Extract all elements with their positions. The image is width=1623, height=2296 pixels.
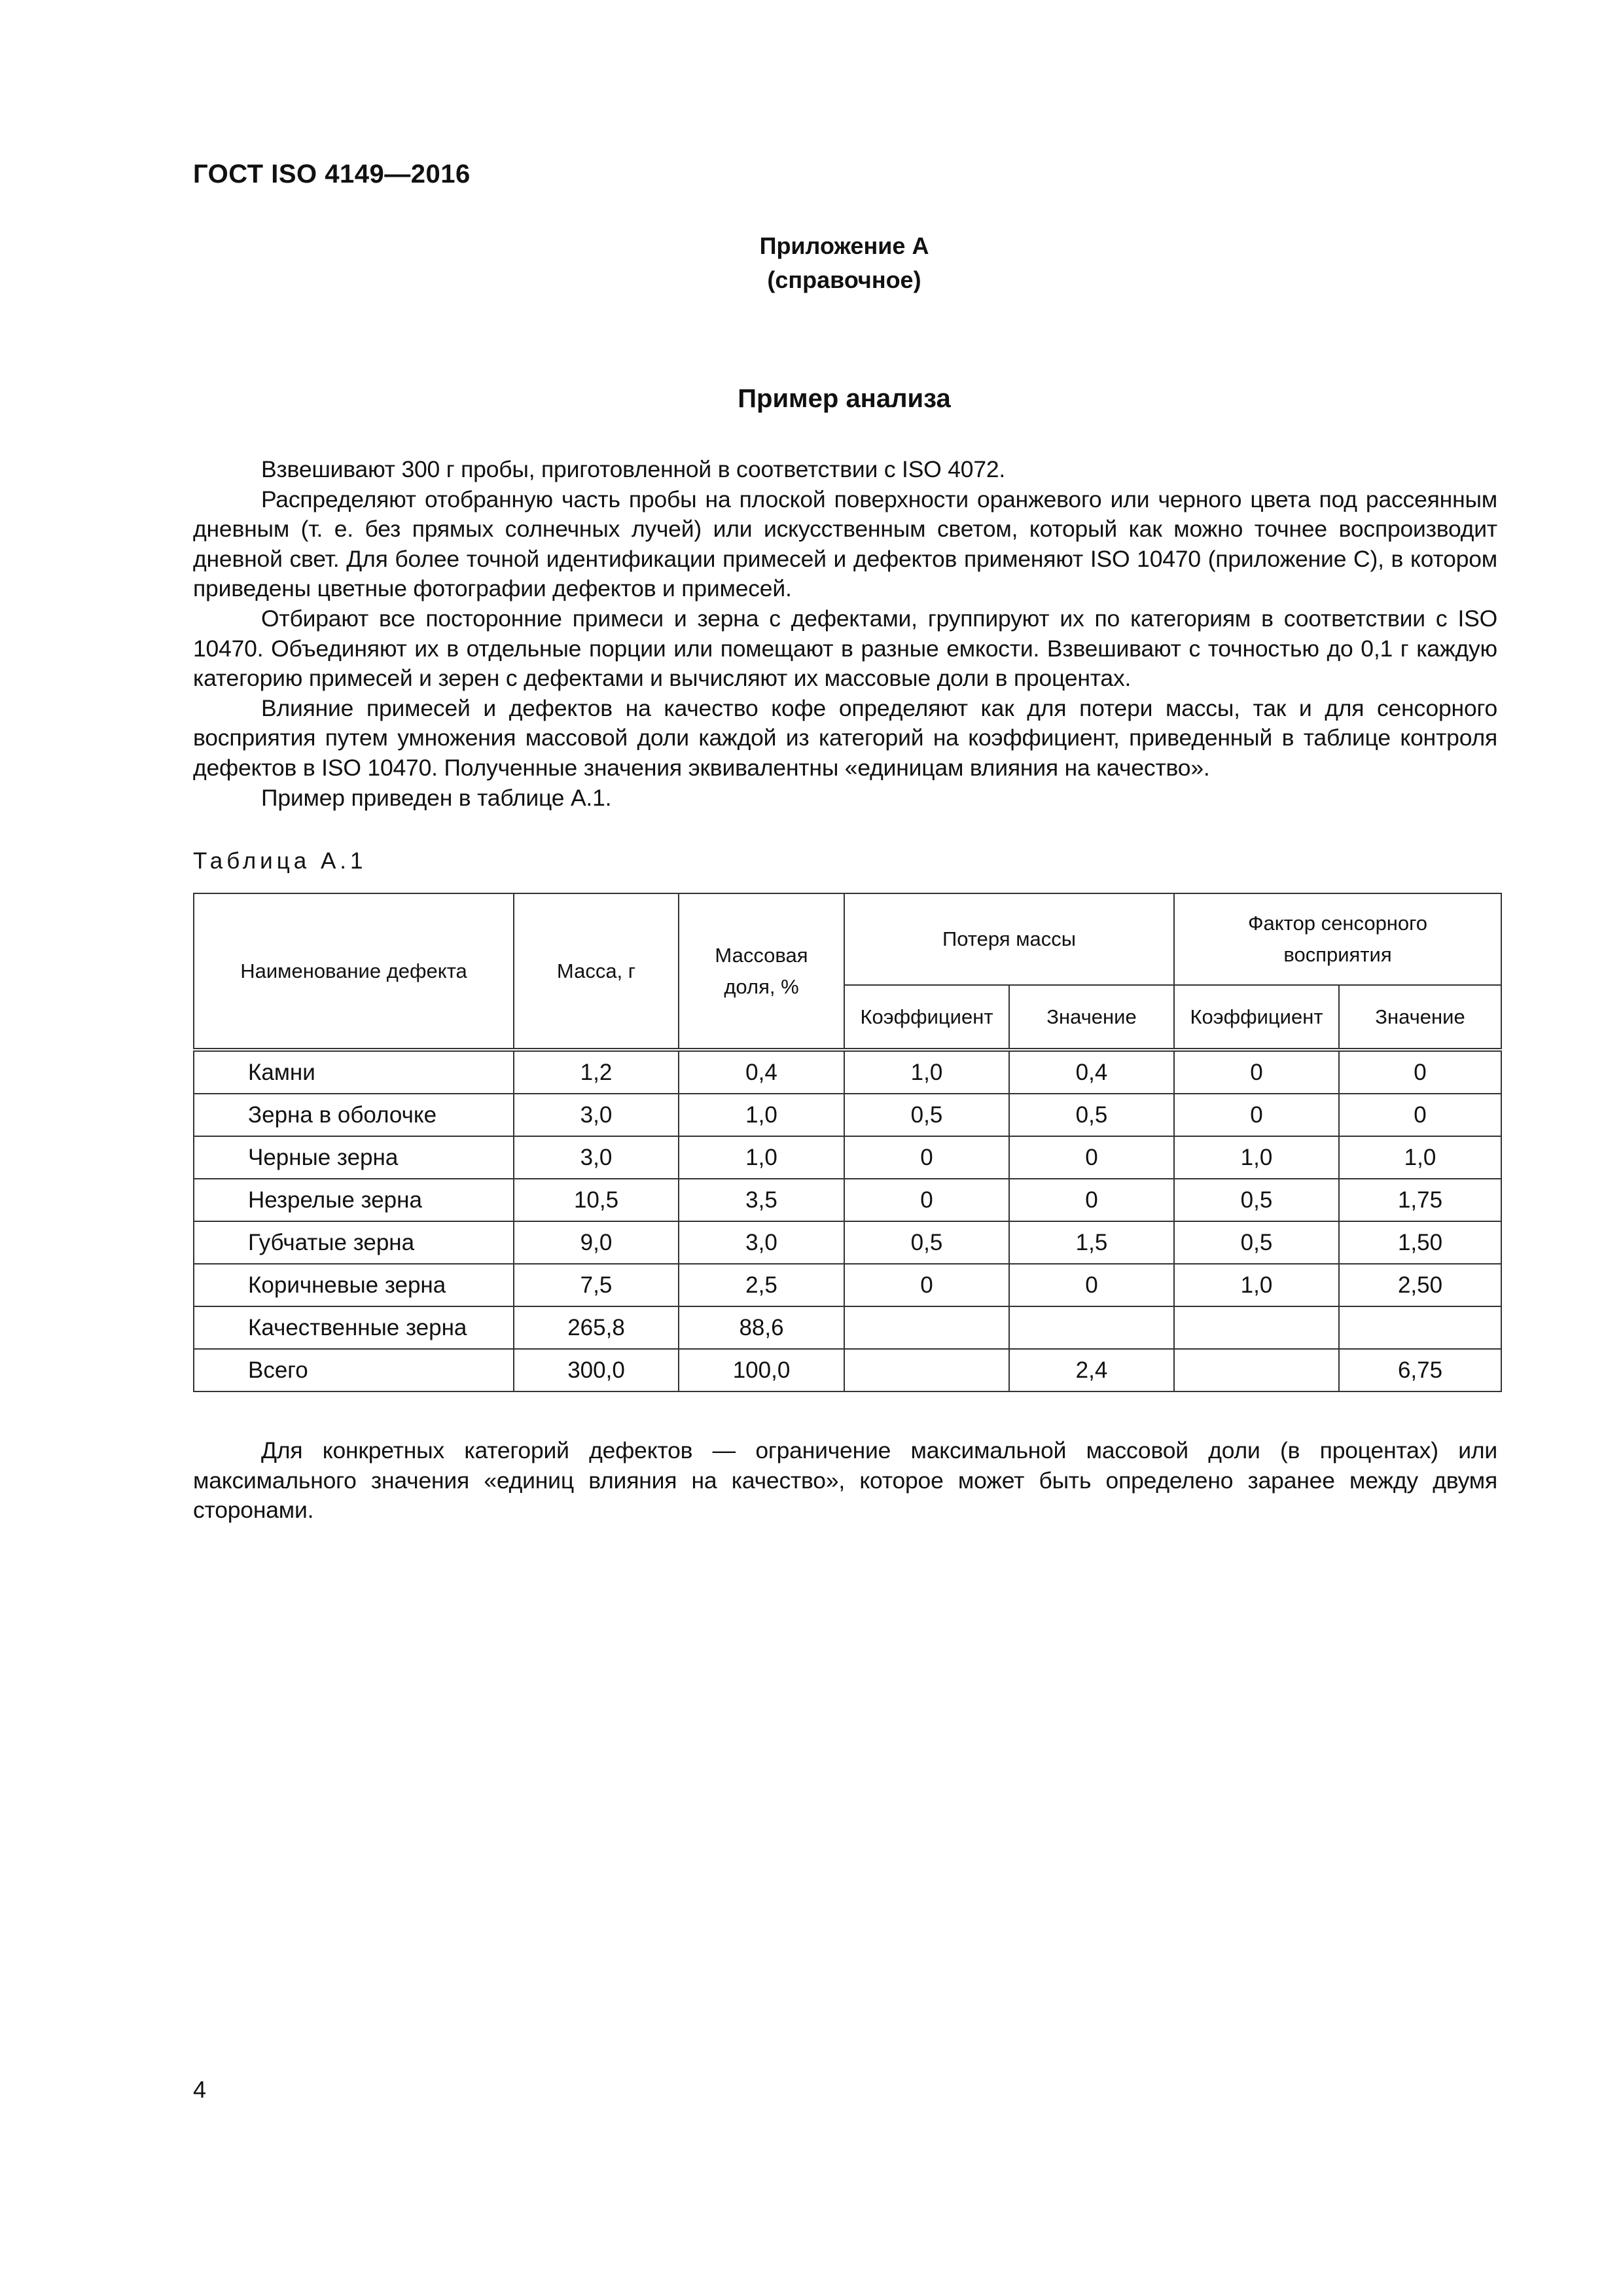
cell-sensory-coefficient: 1,0 bbox=[1174, 1264, 1339, 1306]
header-mass: Масса, г bbox=[514, 893, 679, 1050]
cell-mass-fraction: 100,0 bbox=[679, 1349, 844, 1391]
cell-sensory-value: 1,0 bbox=[1339, 1136, 1501, 1179]
cell-mass-fraction: 88,6 bbox=[679, 1306, 844, 1349]
table-row bbox=[194, 1264, 1501, 1306]
closing-text bbox=[193, 1436, 1497, 1526]
cell-mass-loss-coefficient: 0,5 bbox=[844, 1221, 1009, 1264]
cell-sensory-value: 0 bbox=[1339, 1094, 1501, 1136]
paragraph: Взвешивают 300 г пробы, приготовленной в соответствии с ISO 4072. bbox=[261, 456, 1006, 482]
table-row bbox=[194, 1179, 1501, 1221]
header-mass-fraction: Массовая доля, % bbox=[679, 893, 844, 1050]
cell-sensory-coefficient bbox=[1174, 1349, 1339, 1391]
annex-heading bbox=[0, 229, 1623, 297]
cell-mass-loss-value: 0 bbox=[1009, 1264, 1174, 1306]
cell-defect-name: Губчатые зерна bbox=[194, 1221, 514, 1264]
section-title: Пример анализа bbox=[738, 384, 951, 413]
cell-mass: 7,5 bbox=[514, 1264, 679, 1306]
cell-mass-fraction: 1,0 bbox=[679, 1094, 844, 1136]
annex-subtitle: (справочное) bbox=[767, 266, 921, 293]
cell-defect-name: Коричневые зерна bbox=[194, 1264, 514, 1306]
paragraph: Для конкретных категорий дефектов — ограничение максимальной массовой доли (в процентах) или максимального значения «единиц влияния на качество», которое может быть определено заранее между двумя сторонами. bbox=[193, 1437, 1497, 1524]
cell-mass-loss-coefficient bbox=[844, 1306, 1009, 1349]
cell-sensory-value: 1,75 bbox=[1339, 1179, 1501, 1221]
annex-title: Приложение А bbox=[759, 232, 929, 259]
cell-mass-loss-value: 1,5 bbox=[1009, 1221, 1174, 1264]
cell-mass-loss-value: 0,5 bbox=[1009, 1094, 1174, 1136]
cell-sensory-value: 6,75 bbox=[1339, 1349, 1501, 1391]
document-header: ГОСТ ISO 4149—2016 bbox=[193, 160, 471, 188]
paragraph: Влияние примесей и дефектов на качество кофе определяют как для потери массы, так и для сенсорного восприятия путем умножения массовой доли каждой из категорий на коэффициент, приведенный в таблице контроля дефектов в ISO 10470. Полученные значения эквивалентны «единицам влияния на качество». bbox=[193, 694, 1497, 781]
table-row bbox=[194, 1306, 1501, 1349]
cell-mass-loss-coefficient: 0,5 bbox=[844, 1094, 1009, 1136]
cell-sensory-value bbox=[1339, 1306, 1501, 1349]
cell-sensory-coefficient: 1,0 bbox=[1174, 1136, 1339, 1179]
table-caption: Таблица А.1 bbox=[193, 848, 367, 874]
paragraph: Распределяют отобранную часть пробы на плоской поверхности оранжевого или черного цвета под рассеянным дневным (т. е. без прямых солнечных лучей) или искусственным светом, который как можно точнее воспроизводит дневной свет. Для более точной идентификации примесей и дефектов применяют ISO 10470 (приложение С), в котором приведены цветные фотографии дефектов и примесей. bbox=[193, 486, 1497, 602]
cell-mass-loss-coefficient: 0 bbox=[844, 1136, 1009, 1179]
cell-sensory-coefficient: 0 bbox=[1174, 1094, 1339, 1136]
cell-mass: 3,0 bbox=[514, 1136, 679, 1179]
table-row bbox=[194, 1221, 1501, 1264]
header-sensory-coefficient: Коэффициент bbox=[1174, 985, 1339, 1050]
cell-defect-name: Всего bbox=[194, 1349, 514, 1391]
cell-mass: 10,5 bbox=[514, 1179, 679, 1221]
cell-mass-loss-value: 0,4 bbox=[1009, 1050, 1174, 1094]
cell-mass-loss-value: 2,4 bbox=[1009, 1349, 1174, 1391]
cell-defect-name: Зерна в оболочке bbox=[194, 1094, 514, 1136]
cell-mass-loss-coefficient: 1,0 bbox=[844, 1050, 1009, 1094]
cell-mass-fraction: 1,0 bbox=[679, 1136, 844, 1179]
cell-sensory-coefficient: 0 bbox=[1174, 1050, 1339, 1094]
cell-mass-fraction: 2,5 bbox=[679, 1264, 844, 1306]
table-row bbox=[194, 1050, 1501, 1094]
cell-mass: 9,0 bbox=[514, 1221, 679, 1264]
cell-mass-loss-coefficient: 0 bbox=[844, 1179, 1009, 1221]
cell-sensory-value: 1,50 bbox=[1339, 1221, 1501, 1264]
cell-mass-loss-value bbox=[1009, 1306, 1174, 1349]
header-mass-loss-coefficient: Коэффициент bbox=[844, 985, 1009, 1050]
cell-sensory-coefficient: 0,5 bbox=[1174, 1221, 1339, 1264]
cell-mass-loss-value: 0 bbox=[1009, 1136, 1174, 1179]
cell-sensory-coefficient: 0,5 bbox=[1174, 1179, 1339, 1221]
cell-sensory-value: 0 bbox=[1339, 1050, 1501, 1094]
cell-defect-name: Качественные зерна bbox=[194, 1306, 514, 1349]
cell-defect-name: Камни bbox=[194, 1050, 514, 1094]
cell-mass: 1,2 bbox=[514, 1050, 679, 1094]
cell-mass: 300,0 bbox=[514, 1349, 679, 1391]
paragraph: Пример приведен в таблице А.1. bbox=[261, 784, 612, 811]
paragraph: Отбирают все посторонние примеси и зерна с дефектами, группируют их по категориям в соответствии с ISO 10470. Объединяют их в отдельные порции или помещают в разные емкости. Взвешивают с точностью до 0,1 г каждую категорию примесей и зерен с дефектами и вычисляют их массовые доли в процентах. bbox=[193, 605, 1497, 692]
cell-mass: 265,8 bbox=[514, 1306, 679, 1349]
defects-table bbox=[193, 893, 1502, 1392]
cell-mass-loss-coefficient bbox=[844, 1349, 1009, 1391]
header-defect-name: Наименование дефекта bbox=[194, 893, 514, 1050]
body-text bbox=[193, 455, 1497, 813]
cell-mass-fraction: 3,0 bbox=[679, 1221, 844, 1264]
cell-sensory-coefficient bbox=[1174, 1306, 1339, 1349]
header-mass-loss-value: Значение bbox=[1009, 985, 1174, 1050]
table-row bbox=[194, 1136, 1501, 1179]
cell-mass-loss-value: 0 bbox=[1009, 1179, 1174, 1221]
header-sensory-factor: Фактор сенсорного восприятия bbox=[1174, 893, 1501, 985]
cell-defect-name: Незрелые зерна bbox=[194, 1179, 514, 1221]
header-sensory-value: Значение bbox=[1339, 985, 1501, 1050]
table-row bbox=[194, 1094, 1501, 1136]
cell-mass-fraction: 0,4 bbox=[679, 1050, 844, 1094]
page-number: 4 bbox=[193, 2076, 207, 2103]
cell-mass-loss-coefficient: 0 bbox=[844, 1264, 1009, 1306]
cell-sensory-value: 2,50 bbox=[1339, 1264, 1501, 1306]
cell-defect-name: Черные зерна bbox=[194, 1136, 514, 1179]
cell-mass-fraction: 3,5 bbox=[679, 1179, 844, 1221]
header-mass-loss: Потеря массы bbox=[844, 893, 1174, 985]
cell-mass: 3,0 bbox=[514, 1094, 679, 1136]
table-row-total bbox=[194, 1349, 1501, 1391]
